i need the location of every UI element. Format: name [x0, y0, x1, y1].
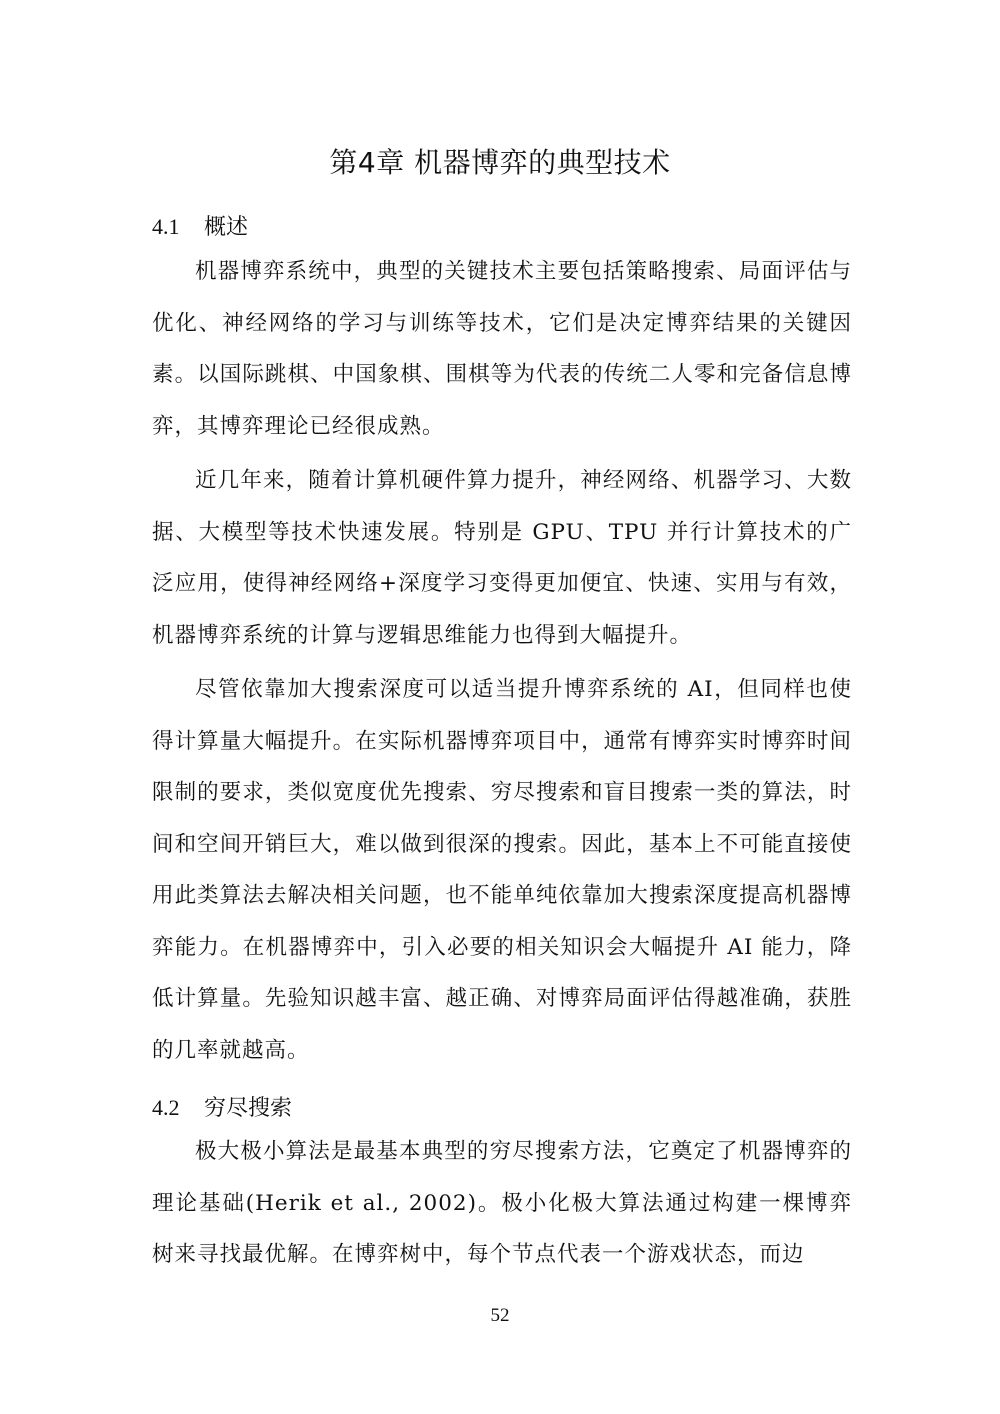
section-heading-4-2 — [152, 1093, 292, 1124]
section-heading-4-1 — [152, 212, 248, 243]
section-number: 4.1 — [152, 214, 180, 239]
page-number: 52 — [490, 1305, 510, 1326]
section-title: 穷尽搜索 — [204, 1096, 293, 1121]
paragraph: 近几年来，随着计算机硬件算力提升，神经网络、机器学习、大数据、大模型等技术快速发展。特别是 GPU、TPU 并行计算技术的广泛应用，使得神经网络+深度学习变得更加便宜、快速、实用与有效，机器博弈系统的计算与逻辑思维能力也得到大幅提升。 — [152, 468, 852, 648]
paragraph: 尽管依靠加大搜索深度可以适当提升博弈系统的 AI，但同样也使得计算量大幅提升。在实际机器博弈项目中，通常有博弈实时博弈时间限制的要求，类似宽度优先搜索、穷尽搜索和盲目搜索一类的算法，时间和空间开销巨大，难以做到很深的搜索。因此，基本上不可能直接使用此类算法去解决相关问题，也不能单纯依靠加大搜索深度提高机器博弈能力。在机器博弈中，引入必要的相关知识会大幅提升 AI 能力，降低计算量。先验知识越丰富、越正确、对博弈局面评估得越准确，获胜的几率就越高。 — [152, 677, 852, 1063]
paragraph: 极大极小算法是最基本典型的穷尽搜索方法，它奠定了机器博弈的理论基础(Herik et al., 2002)。极小化极大算法通过构建一棵博弈树来寻找最优解。在博弈树中，每个节点代表一个游戏状态，而边 — [152, 1139, 852, 1267]
chapter-title: 第4章 机器博弈的典型技术 — [329, 146, 671, 179]
section-number: 4.2 — [152, 1095, 180, 1120]
section-title: 概述 — [204, 215, 249, 240]
paragraph: 机器博弈系统中，典型的关键技术主要包括策略搜索、局面评估与优化、神经网络的学习与训练等技术，它们是决定博弈结果的关键因素。以国际跳棋、中国象棋、围棋等为代表的传统二人零和完备信息博弈，其博弈理论已经很成熟。 — [152, 259, 852, 439]
